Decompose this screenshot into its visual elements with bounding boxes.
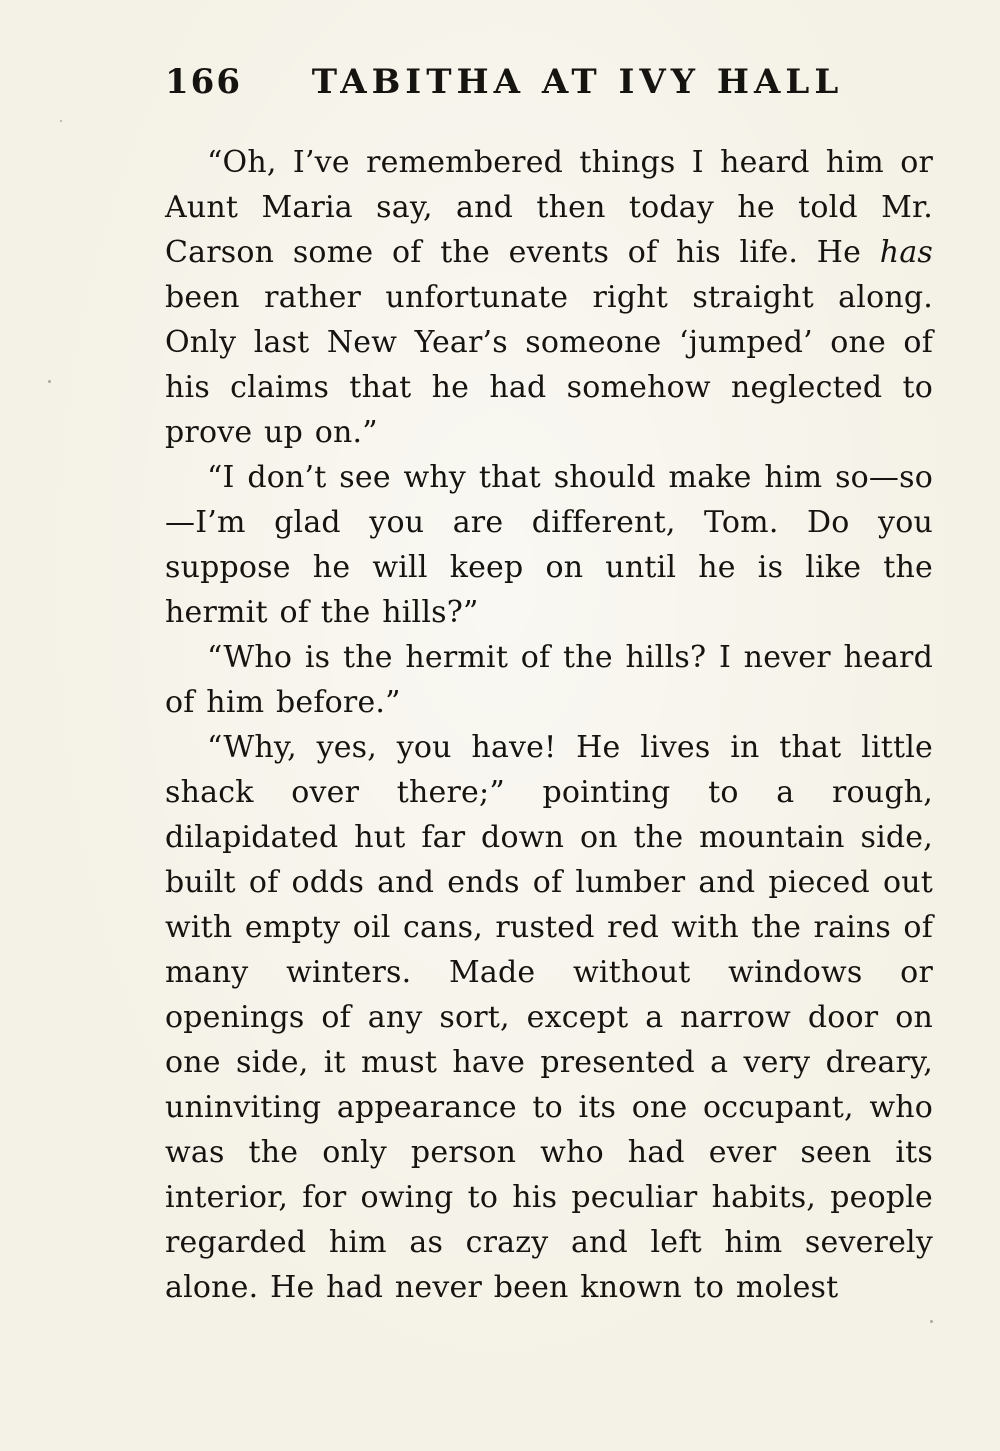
scan-speck (48, 380, 51, 383)
paragraph-1-text-before: “Oh, I’ve remembered things I heard him or Aunt Maria say, and then today he told Mr. Carson some of the events of his life. He (165, 145, 933, 270)
emphasized-word: has (879, 235, 933, 270)
scan-speck (60, 120, 62, 122)
running-head (165, 62, 933, 102)
paragraph-2: “I don’t see why that should make him so—so—I’m glad you are different, Tom. Do you suppose he will keep on until he is like the hermit of the hills?” (165, 460, 933, 630)
paragraph-1 (165, 140, 933, 455)
page-title: TABITHA AT IVY HALL (311, 62, 844, 102)
scan-speck (930, 1320, 933, 1323)
page-number: 166 (165, 62, 242, 102)
page-content (165, 62, 933, 1310)
paragraph-3: “Who is the hermit of the hills? I never heard of him before.” (165, 640, 933, 720)
paragraph-4: “Why, yes, you have! He lives in that little shack over there;” pointing to a rough, dilapidated hut far down on the mountain side, built of odds and ends of lumber and pieced out with empty oil cans, rusted red with the rains of many winters. Made without windows or openings of any sort, except a narrow door on one side, it must have presented a very dreary, uninviting appearance to its one occupant, who was the only person who had ever seen its interior, for owing to his peculiar habits, people regarded him as crazy and left him severely alone. He had never been known to molest (165, 730, 933, 1305)
body-text (165, 140, 933, 1310)
paragraph-1-text-after: been rather unfortunate right straight along. Only last New Year’s someone ‘jumped’ one of his claims that he had somehow neglected to prove up on.” (165, 280, 933, 450)
